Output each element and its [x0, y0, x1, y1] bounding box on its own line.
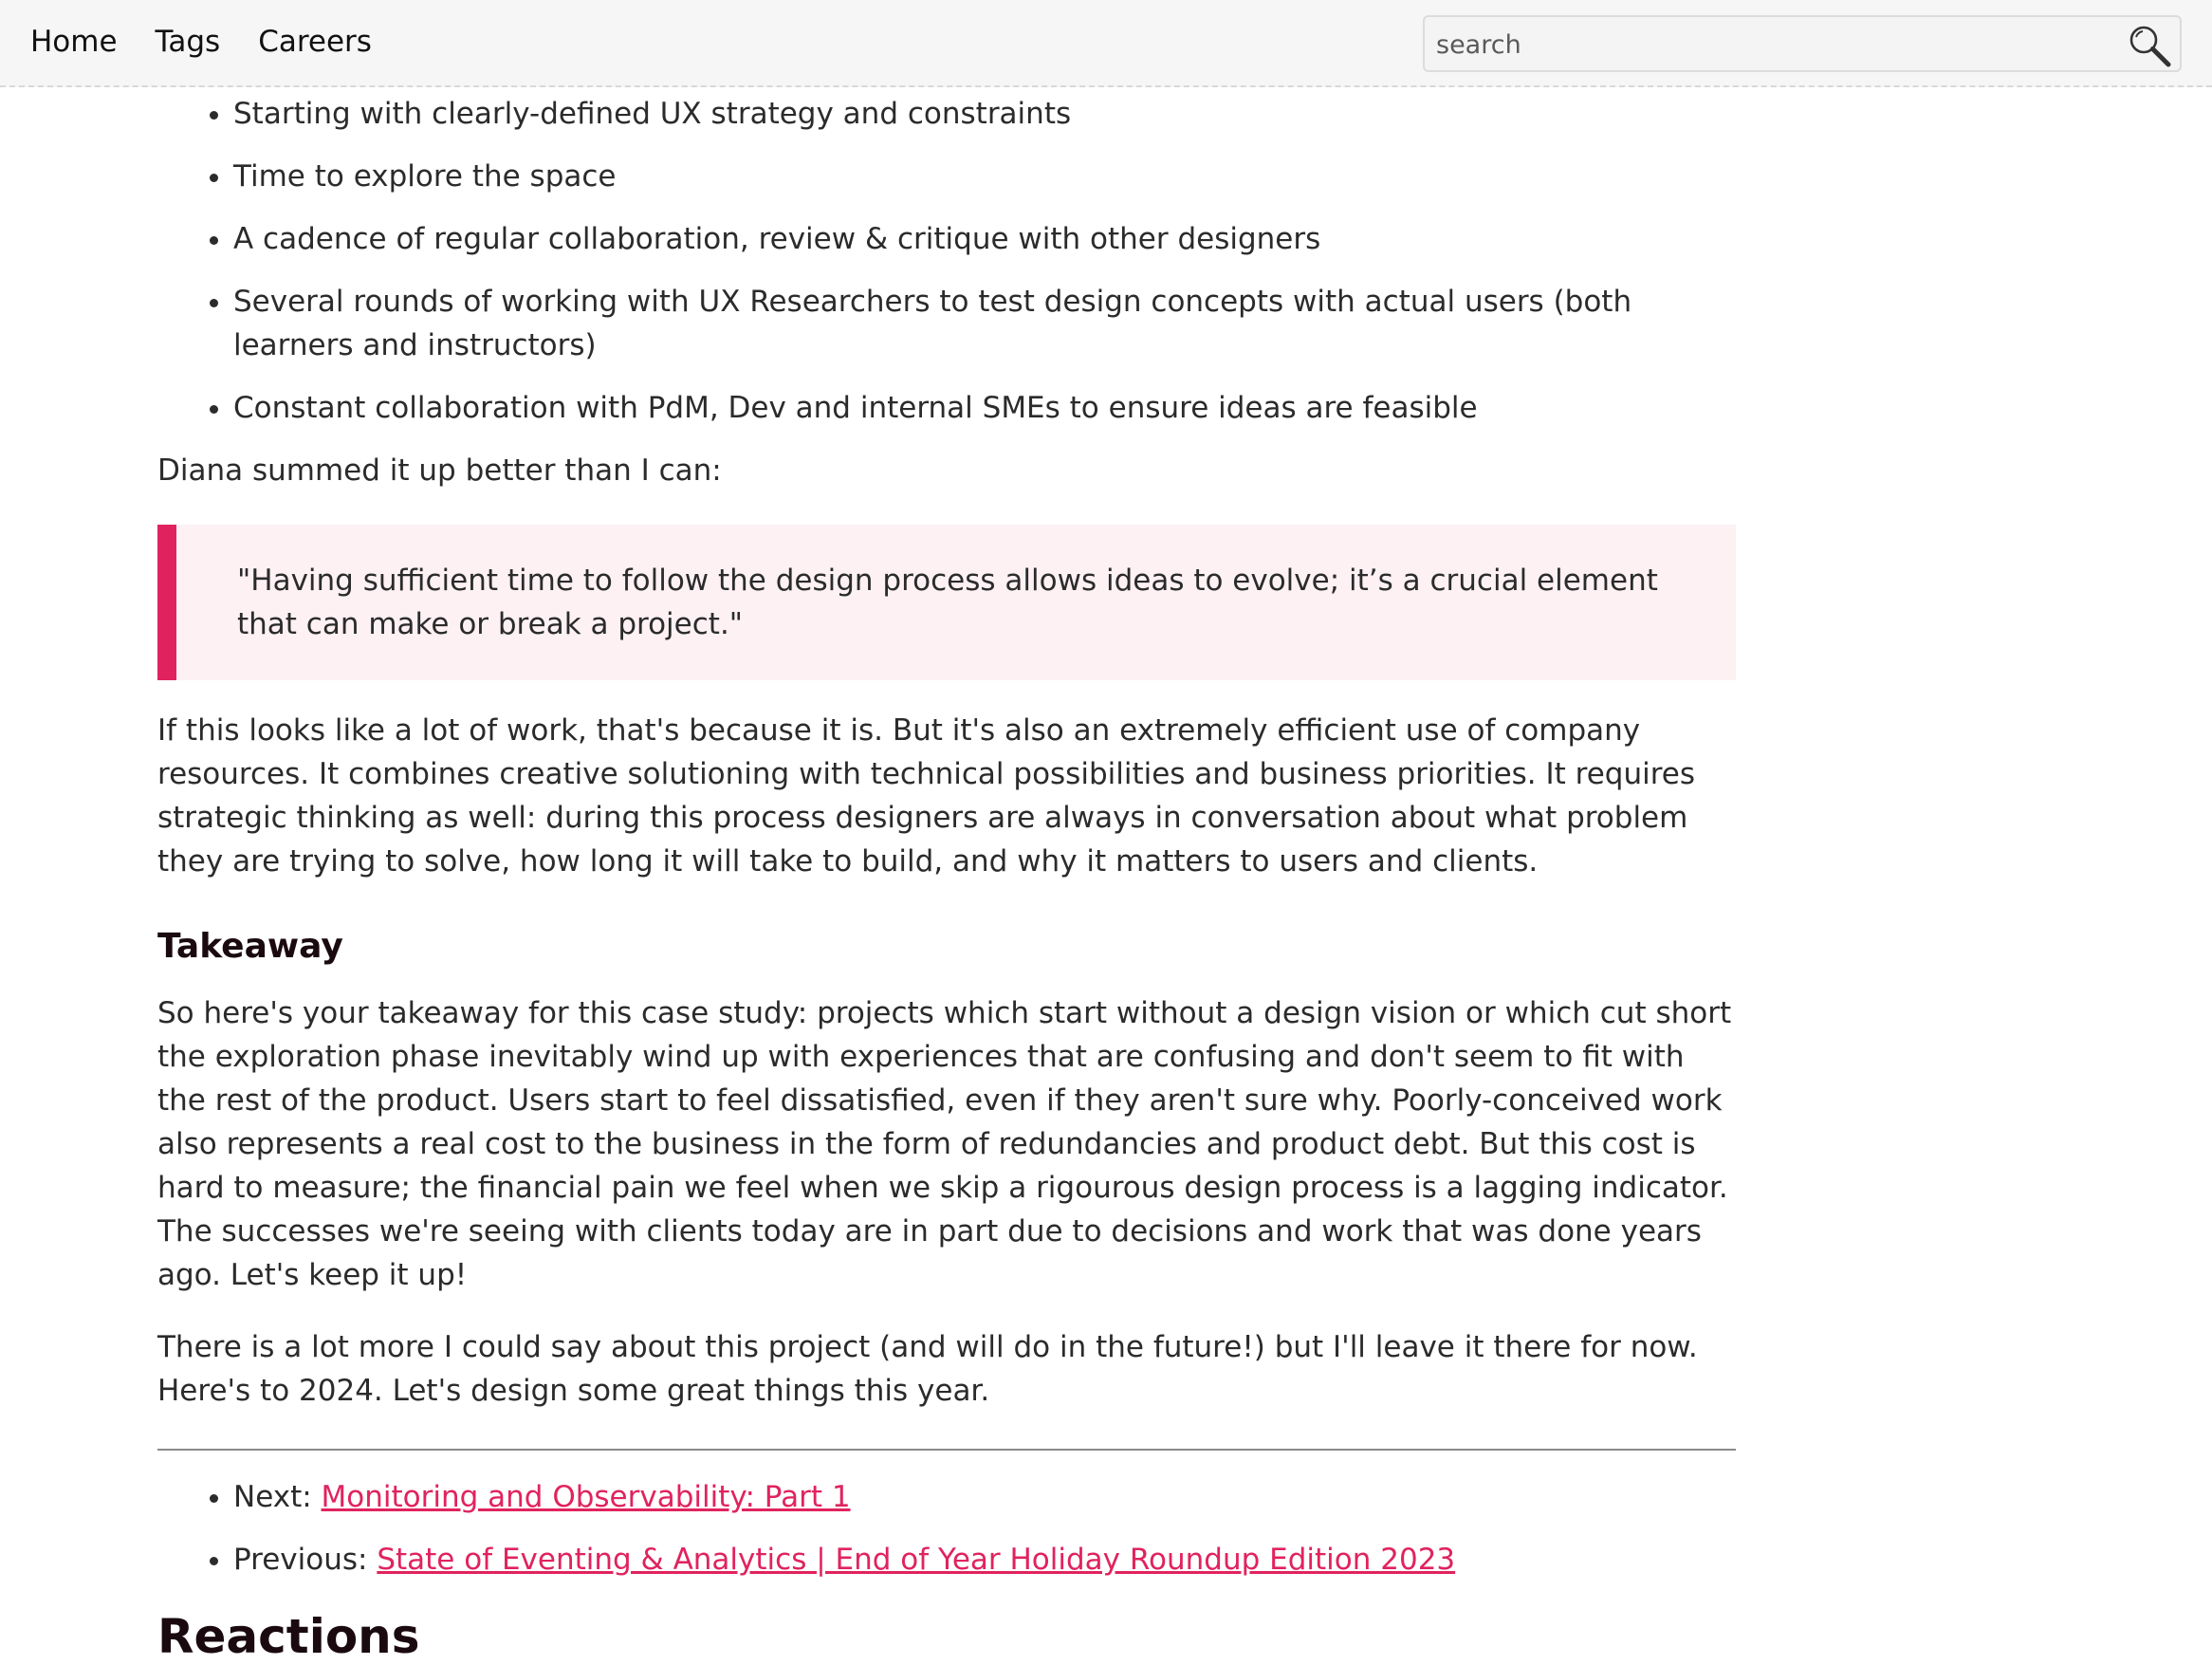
reactions-heading: Reactions [157, 1609, 420, 1664]
list-item: • Starting with clearly-defined UX strategy and constraints [233, 92, 1736, 136]
post-navigation [157, 1475, 1736, 1582]
search-box [1423, 15, 2182, 72]
process-list [157, 92, 1736, 430]
article-content [157, 87, 1736, 1665]
nav-links [30, 21, 372, 63]
pull-quote [157, 525, 1736, 680]
divider [157, 1449, 1736, 1451]
next-post-item [233, 1475, 1736, 1519]
list-item: • Time to explore the space [233, 155, 1736, 198]
next-label: Next: [233, 1480, 322, 1514]
list-item: • Constant collaboration with PdM, Dev and internal SMEs to ensure ideas are feasible [233, 386, 1736, 430]
top-navigation-bar [0, 0, 2212, 87]
previous-post-link[interactable]: State of Eventing & Analytics | End of Year Holiday Roundup Edition 2023 [377, 1543, 1456, 1577]
search-input[interactable] [1434, 23, 2117, 66]
nav-link-careers[interactable]: Careers [258, 25, 372, 59]
quote-text: "Having sufficient time to follow the design process allows ideas to evolve; it’s a crucial element that can make or break a project." [237, 564, 1658, 641]
list-item: • Several rounds of working with UX Researchers to test design concepts with actual users (both learners and instructors) [233, 280, 1736, 367]
list-item: • A cadence of regular collaboration, review & critique with other designers [233, 217, 1736, 261]
body-paragraph: There is a lot more I could say about this project (and will do in the future!) but I'll leave it there for now. Here's to 2024. Let's design some great things this year. [157, 1330, 1698, 1408]
search-icon[interactable] [2127, 23, 2172, 68]
section-heading: Takeaway [157, 927, 343, 966]
previous-post-item [233, 1538, 1736, 1582]
body-paragraph: So here's your takeaway for this case study: projects which start without a design vision or which cut short the exploration phase inevitably wind up with experiences that are confusing and don't seem to fit with the rest of the product. Users start to feel dissatisfied, even if they aren't sure why. Poorly-conceived work also represents a real cost to the business in the form of redundancies and product debt. But this cost is hard to measure; the financial pain we feel when we skip a rigourous design process is a lagging indicator. The successes we're seeing with clients today are in part due to decisions and work that was done years ago. Let's keep it up! [157, 996, 1732, 1292]
nav-link-tags[interactable]: Tags [155, 25, 221, 59]
next-post-link[interactable]: Monitoring and Observability: Part 1 [321, 1480, 851, 1514]
quote-intro: Diana summed it up better than I can: [157, 453, 722, 488]
nav-link-home[interactable]: Home [30, 25, 118, 59]
body-paragraph: If this looks like a lot of work, that's because it is. But it's also an extremely efficient use of company resources. It combines creative solutioning with technical possibilities and business priorities. It requires strategic thinking as well: during this process designers are always in conversation about what problem they are trying to solve, how long it will take to build, and why it matters to users and clients. [157, 713, 1696, 879]
previous-label: Previous: [233, 1543, 378, 1577]
